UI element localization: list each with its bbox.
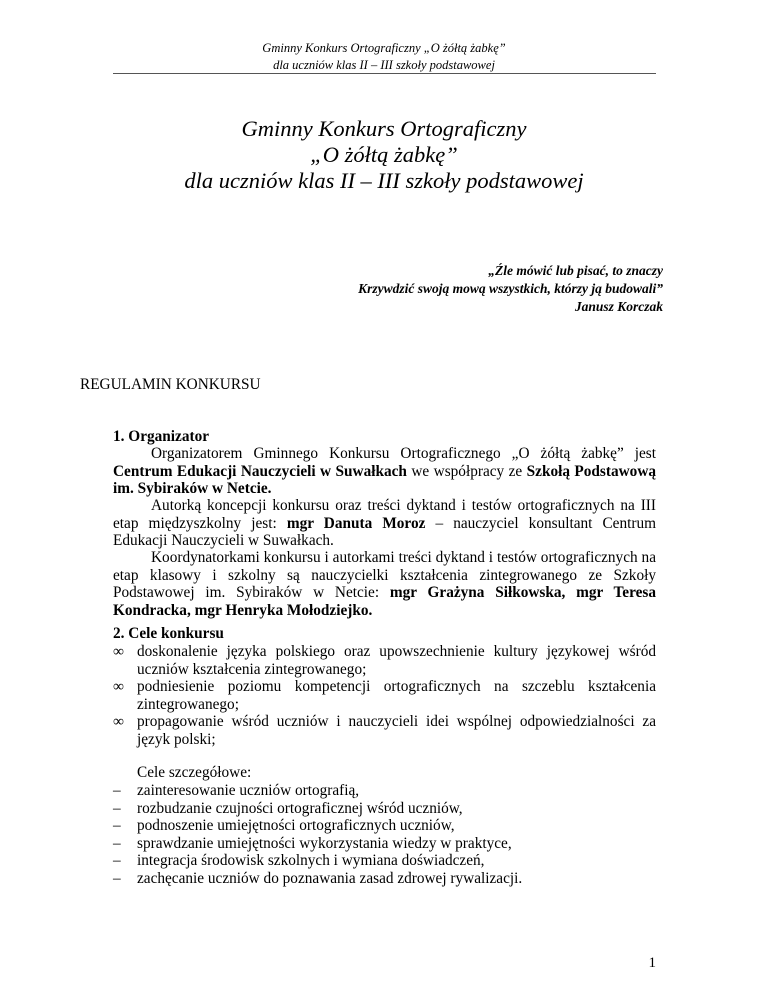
author-paragraph: Autorką koncepcji konkursu oraz treści dyktand i testów ortograficznych na III etap międzyszkolny jest: mgr Danuta Moroz – nauczyciel konsultant Centrum Edukacji Nauczycieli w Suwałkach. (113, 497, 657, 549)
epigraph-line-2: Krzywdzić swoją mową wszystkich, którzy ją budowali” (358, 281, 663, 296)
organizer-paragraph: Organizatorem Gminnego Konkursu Ortograficznego „O żółtą żabkę” jest Centrum Edukacji Nauczycieli w Suwałkach we współpracy ze Szkołą Podstawową im. Sybiraków w Netcie. (113, 445, 657, 497)
dash-bullet-icon: – (113, 817, 121, 834)
infinity-bullet-icon: ∞ (113, 713, 124, 730)
page-number: 1 (648, 955, 656, 971)
goal-bullet: ∞ doskonalenie języka polskiego oraz upowszechnienie kultury językowej wśród uczniów kształcenia zintegrowanego; (113, 643, 656, 678)
coordinators-paragraph: Koordynatorkami konkursu i autorkami treści dyktand i testów ortograficznych na etap klasowy i szkolny są nauczycielki kształcenia zintegrowanego ze Szkoły Podstawowej im. Sybiraków w Netcie: mgr Grażyna Siłkowska, mgr Teresa Kondracka, mgr Henryka Mołodziejko. (113, 549, 656, 619)
section-1-heading: 1. Organizator (113, 428, 210, 445)
dash-bullet-icon: – (113, 835, 121, 852)
infinity-bullet-icon: ∞ (113, 643, 124, 660)
document-title-line-3: dla uczniów klas II – III szkoły podstawowej (184, 168, 584, 193)
epigraph-line-1: „Źle mówić lub pisać, to znaczy (488, 263, 663, 278)
running-header-line-2: dla uczniów klas II – III szkoły podstawowej (273, 58, 495, 72)
running-header-line-1: Gminny Konkurs Ortograficzny „O żółtą żabkę” (262, 41, 506, 55)
document-title-line-1: Gminny Konkurs Ortograficzny (241, 116, 527, 141)
epigraph-author: Janusz Korczak (574, 299, 663, 314)
dash-bullet-icon: – (113, 852, 121, 869)
section-2-heading: 2. Cele konkursu (113, 625, 224, 642)
dash-bullet-icon: – (113, 800, 121, 817)
header-divider (113, 73, 656, 74)
dash-bullet-icon: – (113, 870, 121, 887)
document-title-line-2: „O żółtą żabkę” (310, 142, 458, 167)
regulations-heading: REGULAMIN KONKURSU (80, 376, 261, 393)
goal-bullet: ∞ propagowanie wśród uczniów i nauczycieli idei wspólnej odpowiedzialności za język polski; (113, 713, 656, 748)
infinity-bullet-icon: ∞ (113, 678, 124, 695)
detailed-goals-heading: Cele szczegółowe: (137, 764, 252, 781)
goal-bullet: ∞ podniesienie poziomu kompetencji ortograficznych na szczeblu kształcenia zintegrowanego; (113, 678, 656, 713)
dash-bullet-icon: – (113, 782, 121, 799)
